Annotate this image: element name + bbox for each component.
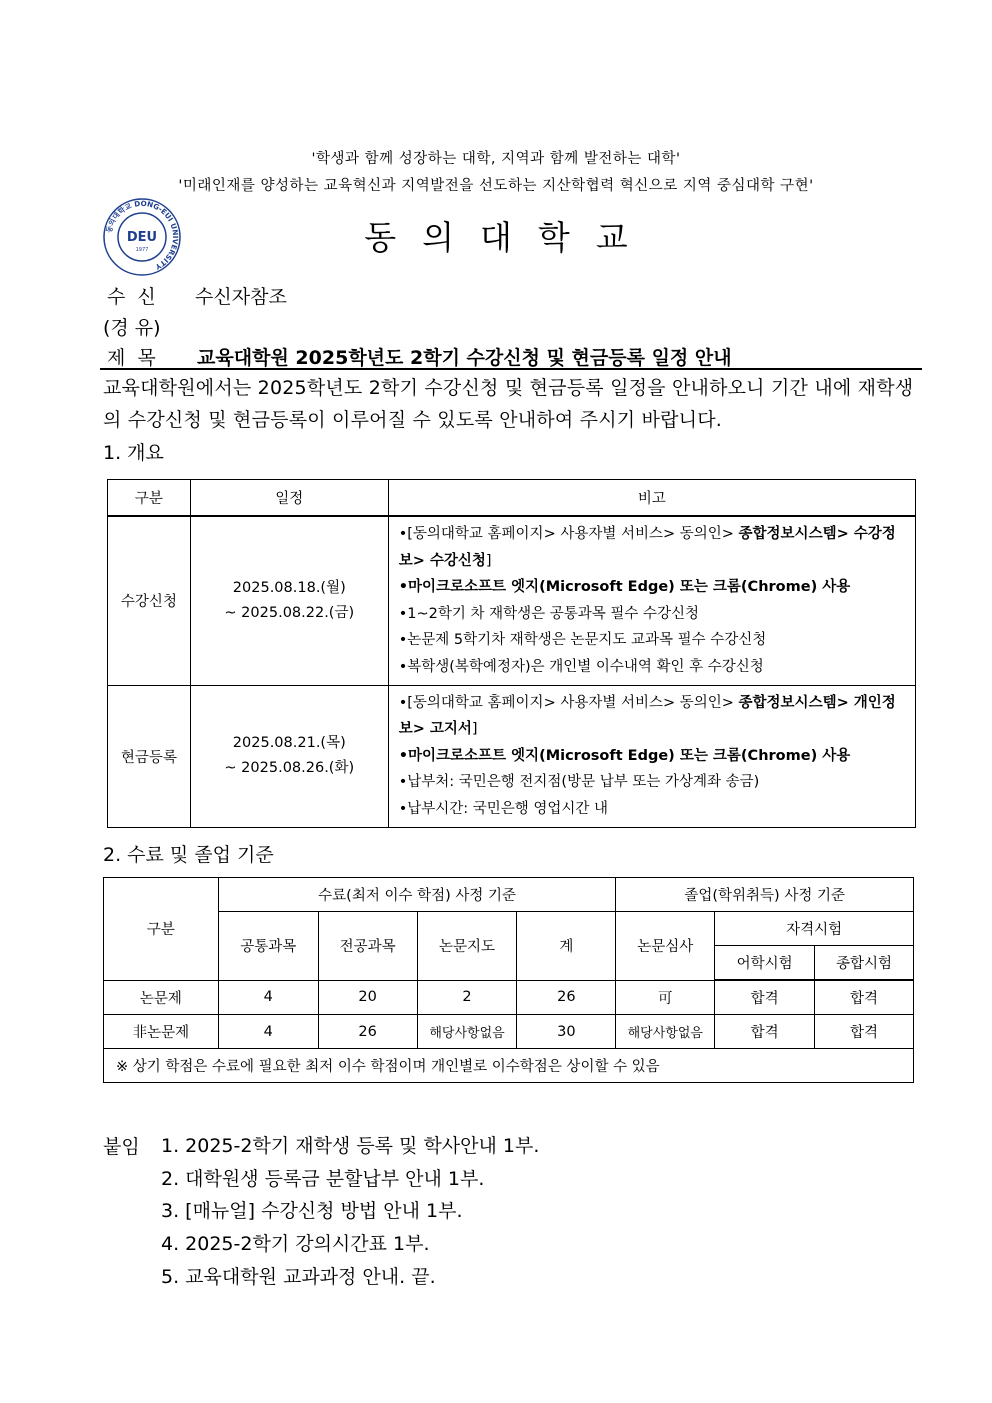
cell-common: 4: [218, 980, 318, 1015]
header-row-2: [104, 912, 914, 946]
header-total: 계: [517, 912, 616, 981]
header-major-course: 전공과목: [318, 912, 417, 981]
cell-language: 합격: [715, 980, 815, 1015]
header-thesis-review: 논문심사: [616, 912, 715, 981]
attachments-label: 붙임: [103, 1136, 140, 1158]
header-schedule: 일정: [190, 480, 388, 517]
subject-label: 제 목: [107, 347, 156, 369]
cell-total: 30: [517, 1015, 616, 1049]
cell-language: 합격: [715, 1015, 815, 1049]
header-language-exam: 어학시험: [715, 946, 815, 981]
table-row: [104, 1015, 914, 1049]
intro-paragraph: 교육대학원에서는 2025학년도 2학기 수강신청 및 현금등록 일정을 안내하오니 기간 내에 재학생의 수강신청 및 현금등록이 이루어질 수 있도록 안내하여 주시기 바랍니다.: [103, 377, 914, 431]
header-completion: 수료(최저 이수 학점) 사정 기준: [218, 878, 616, 912]
cell-comprehensive: 합격: [815, 980, 914, 1015]
logo-ring-text: 동의대학교 DONG-EUI UNIVERSITY: [104, 198, 181, 272]
note-item: •납부시간: 국민은행 영업시간 내: [398, 800, 609, 817]
recipient-row: [103, 282, 287, 309]
footnote: ※ 상기 학점은 수료에 필요한 최저 이수 학점이며 개인별로 이수학점은 상이할 수 있음: [104, 1049, 914, 1083]
footnote-row: [104, 1049, 914, 1083]
attachment-item: 5. 교육대학원 교과과정 안내. 끝.: [161, 1266, 436, 1288]
row-notes: [388, 685, 915, 827]
table-row: [108, 516, 916, 685]
note-item: •[동의대학교 홈페이지> 사용자별 서비스> 동의인> 종합정보시스템> 수강정보> 수강신청]: [398, 526, 896, 569]
completion-criteria-table: [103, 877, 914, 1083]
date-end: ~ 2025.08.26.(화): [224, 760, 355, 776]
header-row-1: [104, 878, 914, 912]
row-date: [190, 516, 388, 685]
note-item: •1~2학기 차 재학생은 공통과목 필수 수강신청: [398, 605, 700, 622]
date-start: 2025.08.21.(목): [232, 735, 346, 751]
recipient-value: 수신자참조: [195, 286, 287, 308]
note-item: •논문제 5학기차 재학생은 논문지도 교과목 필수 수강신청: [398, 632, 767, 648]
slogan-line-2: '미래인재를 양성하는 교육혁신과 지역발전을 선도하는 지산학협력 혁신으로 지역 중심대학 구현': [178, 178, 814, 194]
organization-name: 동의대학교: [364, 218, 654, 257]
note-item: •마이크로소프트 엣지(Microsoft Edge) 또는 크롬(Chrome) 사용: [398, 747, 851, 764]
row-date: [190, 685, 388, 827]
subject-divider: [100, 368, 922, 370]
schedule-table: [107, 479, 916, 828]
logo-mark: DEU: [126, 230, 158, 245]
attachment-item: 4. 2025-2학기 강의시간표 1부.: [161, 1233, 430, 1255]
attachment-item: 3. [매뉴얼] 수강신청 방법 안내 1부.: [161, 1200, 463, 1222]
header-common-course: 공통과목: [218, 912, 318, 981]
note-item: •납부처: 국민은행 전지점(방문 납부 또는 가상계좌 송금): [398, 774, 760, 790]
cell-major: 20: [318, 980, 417, 1015]
cell-major: 26: [318, 1015, 417, 1049]
attachment-item: 1. 2025-2학기 재학생 등록 및 학사안내 1부.: [161, 1135, 540, 1157]
cell-total: 26: [517, 980, 616, 1015]
subject-value: 교육대학원 2025학년도 2학기 수강신청 및 현금등록 일정 안내: [197, 347, 732, 369]
note-item: •복학생(복학예정자)은 개인별 이수내역 확인 후 수강신청: [398, 658, 764, 675]
cell-type: 非논문제: [104, 1015, 219, 1049]
header-comprehensive-exam: 종합시험: [815, 946, 914, 981]
via-row: [103, 313, 161, 340]
section-1-title: 1. 개요: [103, 442, 164, 464]
row-category: 수강신청: [108, 516, 191, 685]
cell-thesis-guide: 2: [417, 980, 517, 1015]
header-category: 구분: [108, 480, 191, 517]
table-header-row: [108, 480, 916, 517]
attachment-item: 2. 대학원생 등록금 분할납부 안내 1부.: [161, 1168, 485, 1190]
cell-thesis-guide: 해당사항없음: [417, 1015, 517, 1049]
cell-type: 논문제: [104, 980, 219, 1015]
header-graduation: 졸업(학위취득) 사정 기준: [616, 878, 914, 912]
logo-year: 1977: [135, 247, 149, 253]
date-start: 2025.08.18.(월): [232, 579, 346, 596]
table-row: [108, 685, 916, 827]
table-row: [104, 980, 914, 1015]
recipient-label: 수 신: [107, 286, 156, 308]
via-label: (경 유): [103, 317, 161, 339]
cell-review: 可: [616, 980, 715, 1015]
subject-row: [103, 343, 732, 370]
row-notes: [388, 516, 915, 685]
cell-common: 4: [218, 1015, 318, 1049]
date-end: ~ 2025.08.22.(금): [224, 604, 355, 621]
header-thesis-guide: 논문지도: [417, 912, 517, 981]
note-item: •[동의대학교 홈페이지> 사용자별 서비스> 동의인> 종합정보시스템> 개인정보> 고지서]: [398, 694, 896, 737]
header-qualification-exam: 자격시험: [715, 912, 914, 946]
section-2-title: 2. 수료 및 졸업 기준: [103, 844, 274, 866]
header-category: 구분: [104, 878, 219, 981]
slogan-line-1: '학생과 함께 성장하는 대학, 지역과 함께 발전하는 대학': [311, 151, 681, 167]
header-remarks: 비고: [388, 480, 915, 517]
cell-comprehensive: 합격: [815, 1015, 914, 1049]
row-category: 현금등록: [108, 685, 191, 827]
cell-review: 해당사항없음: [616, 1015, 715, 1049]
note-item: •마이크로소프트 엣지(Microsoft Edge) 또는 크롬(Chrome) 사용: [398, 579, 851, 595]
